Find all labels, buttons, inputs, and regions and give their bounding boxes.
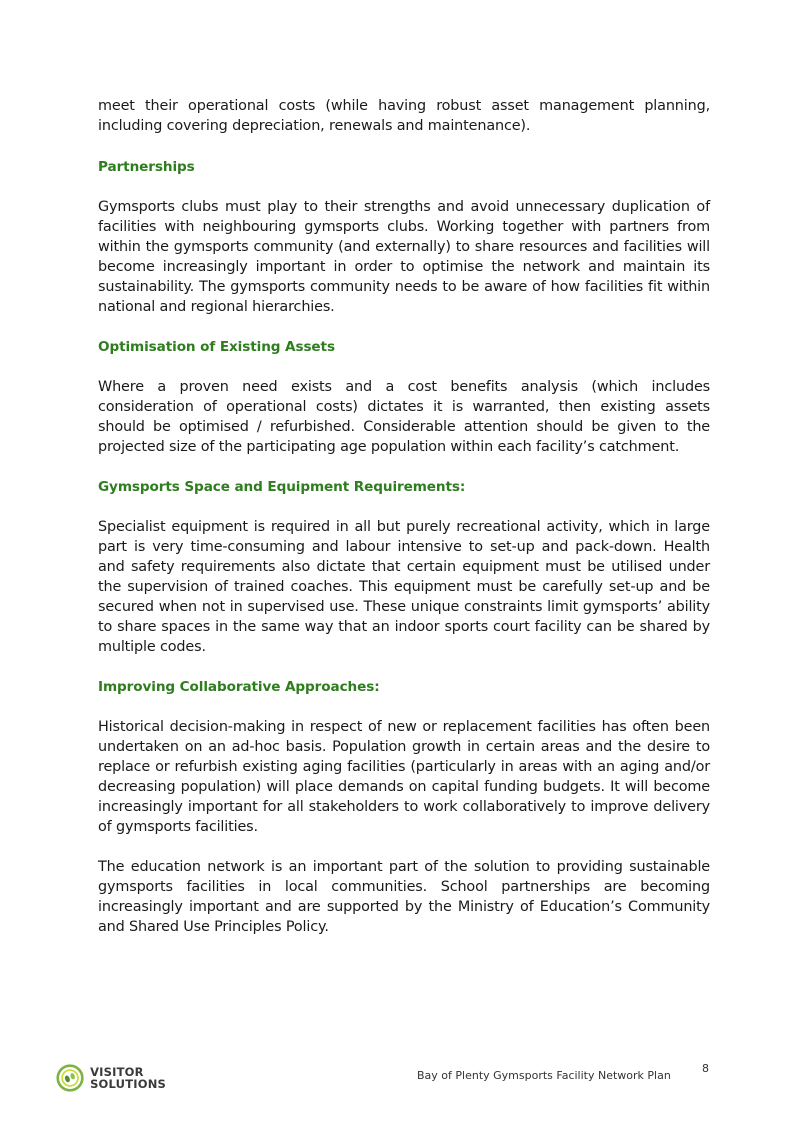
visitor-solutions-logo-icon	[56, 1062, 84, 1094]
logo-line-1: VISITOR	[90, 1065, 144, 1079]
heading-partnerships: Partnerships	[98, 159, 195, 175]
heading-optimisation: Optimisation of Existing Assets	[98, 339, 335, 355]
heading-space-equipment: Gymsports Space and Equipment Requirements:	[98, 479, 466, 495]
paragraph-optimisation: Where a proven need exists and a cost benefits analysis (which includes consideration of operational costs) dictates it is warranted, then existing assets should be optimised / refurbished. Considerable attention should be given to the projected size of the participating age population within each facility’s catchment.	[98, 379, 710, 455]
logo-line-2: SOLUTIONS	[90, 1077, 166, 1091]
paragraph-collaborative-1: Historical decision-making in respect of new or replacement facilities has often been undertaken on an ad-hoc basis. Population growth in certain areas and the desire to replace or refurbish existing aging facilities (particularly in areas with an aging and/or decreasing population) will place demands on capital funding budgets. It will become increasingly important for all stakeholders to work collaboratively to improve delivery of gymsports facilities.	[98, 719, 710, 835]
page-number: 8	[702, 1062, 709, 1075]
paragraph-space-equipment: Specialist equipment is required in all but purely recreational activity, which in large part is very time-consuming and labour intensive to set-up and pack-down. Health and safety requirements also dictate that certain equipment must be utilised under the supervision of trained coaches. This equipment must be carefully set-up and be secured when not in supervised use. These unique constraints limit gymsports’ ability to share spaces in the same way that an indoor sports court facility can be shared by multiple codes.	[98, 519, 710, 655]
logo-wordmark	[90, 1066, 166, 1090]
footer-logo	[56, 1061, 166, 1095]
document-body	[98, 96, 710, 937]
intro-paragraph: meet their operational costs (while having robust asset management planning, including covering depreciation, renewals and maintenance).	[98, 98, 710, 134]
paragraph-collaborative-2: The education network is an important part of the solution to providing sustainable gymsports facilities in local communities. School partnerships are becoming increasingly important and are supported by the Ministry of Education’s Community and Shared Use Principles Policy.	[98, 859, 710, 935]
paragraph-partnerships: Gymsports clubs must play to their strengths and avoid unnecessary duplication of facilities with neighbouring gymsports clubs. Working together with partners from within the gymsports community (and externally) to share resources and facilities will become increasingly important in order to optimise the network and maintain its sustainability. The gymsports community needs to be aware of how facilities fit within national and regional hierarchies.	[98, 199, 710, 315]
heading-collaborative: Improving Collaborative Approaches:	[98, 679, 380, 695]
footer-document-title: Bay of Plenty Gymsports Facility Network Plan	[417, 1069, 671, 1082]
